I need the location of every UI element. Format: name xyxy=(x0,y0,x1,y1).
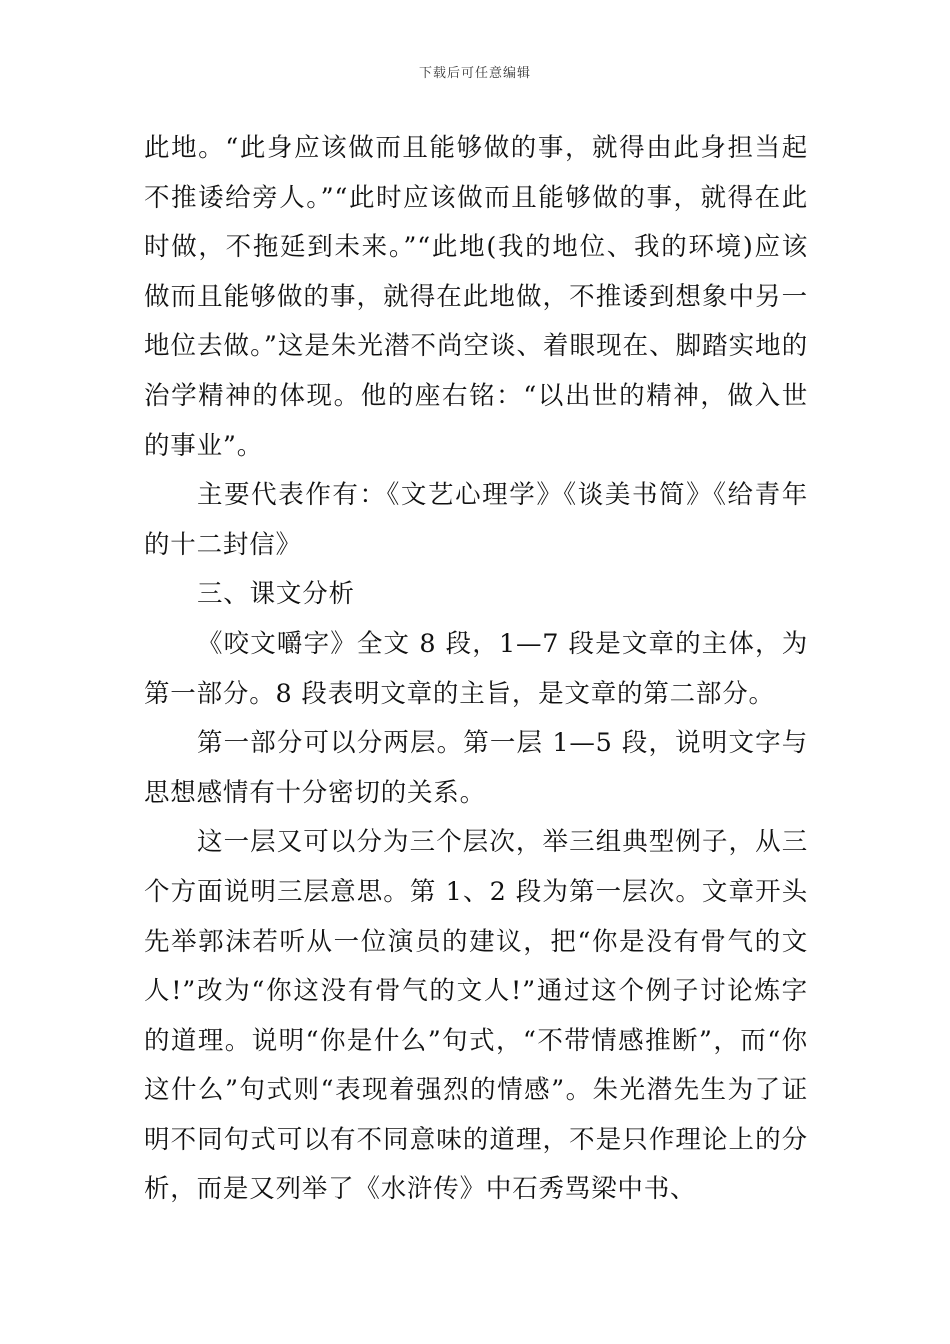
page-header: 下载后可任意编辑 xyxy=(418,66,531,81)
paragraph-first-part-layers: 第一部分可以分两层。第一层 1—5 段，说明文字与思想感情有十分密切的关系。 xyxy=(144,728,808,808)
section-heading-text-analysis: 三、课文分析 xyxy=(197,579,355,610)
paragraph-motto: 此地。“此身应该做而且能够做的事，就得由此身担当起不推诿给旁人。”“此时应该做而且能够做的事，就得在此时做，不拖延到未来。”“此地(我的地位、我的环境)应该做而且能够做的事，就得在此地做，不推诿到想象中另一地位去做。”这是朱光潜不尚空谈、着眼现在、脚踏实地的治学精神的体现。他的座右铭：“以出世的精神，做入世的事业”。 xyxy=(144,133,808,461)
document-body xyxy=(144,124,808,1215)
paragraph-major-works: 主要代表作有：《文艺心理学》《谈美书简》《给青年的十二封信》 xyxy=(144,480,808,560)
paragraph-structure-overview: 《咬文嚼字》全文 8 段，1—7 段是文章的主体，为第一部分。8 段表明文章的主旨，是文章的第二部分。 xyxy=(144,628,808,709)
paragraph-first-layer-details: 这一层又可以分为三个层次，举三组典型例子，从三个方面说明三层意思。第 1、2 段为第一层次。文章开头先举郭沫若听从一位演员的建议，把“你是没有骨气的文人!”改为“你这没有骨气的文人!”通过这个例子讨论炼字的道理。说明“你是什么”句式，“不带情感推断”，而“你这什么”句式则“表现着强烈的情感”。朱光潜先生为了证明不同句式可以有不同意味的道理，不是只作理论上的分析，而是又列举了《水浒传》中石秀骂梁中书、 xyxy=(144,827,808,1205)
